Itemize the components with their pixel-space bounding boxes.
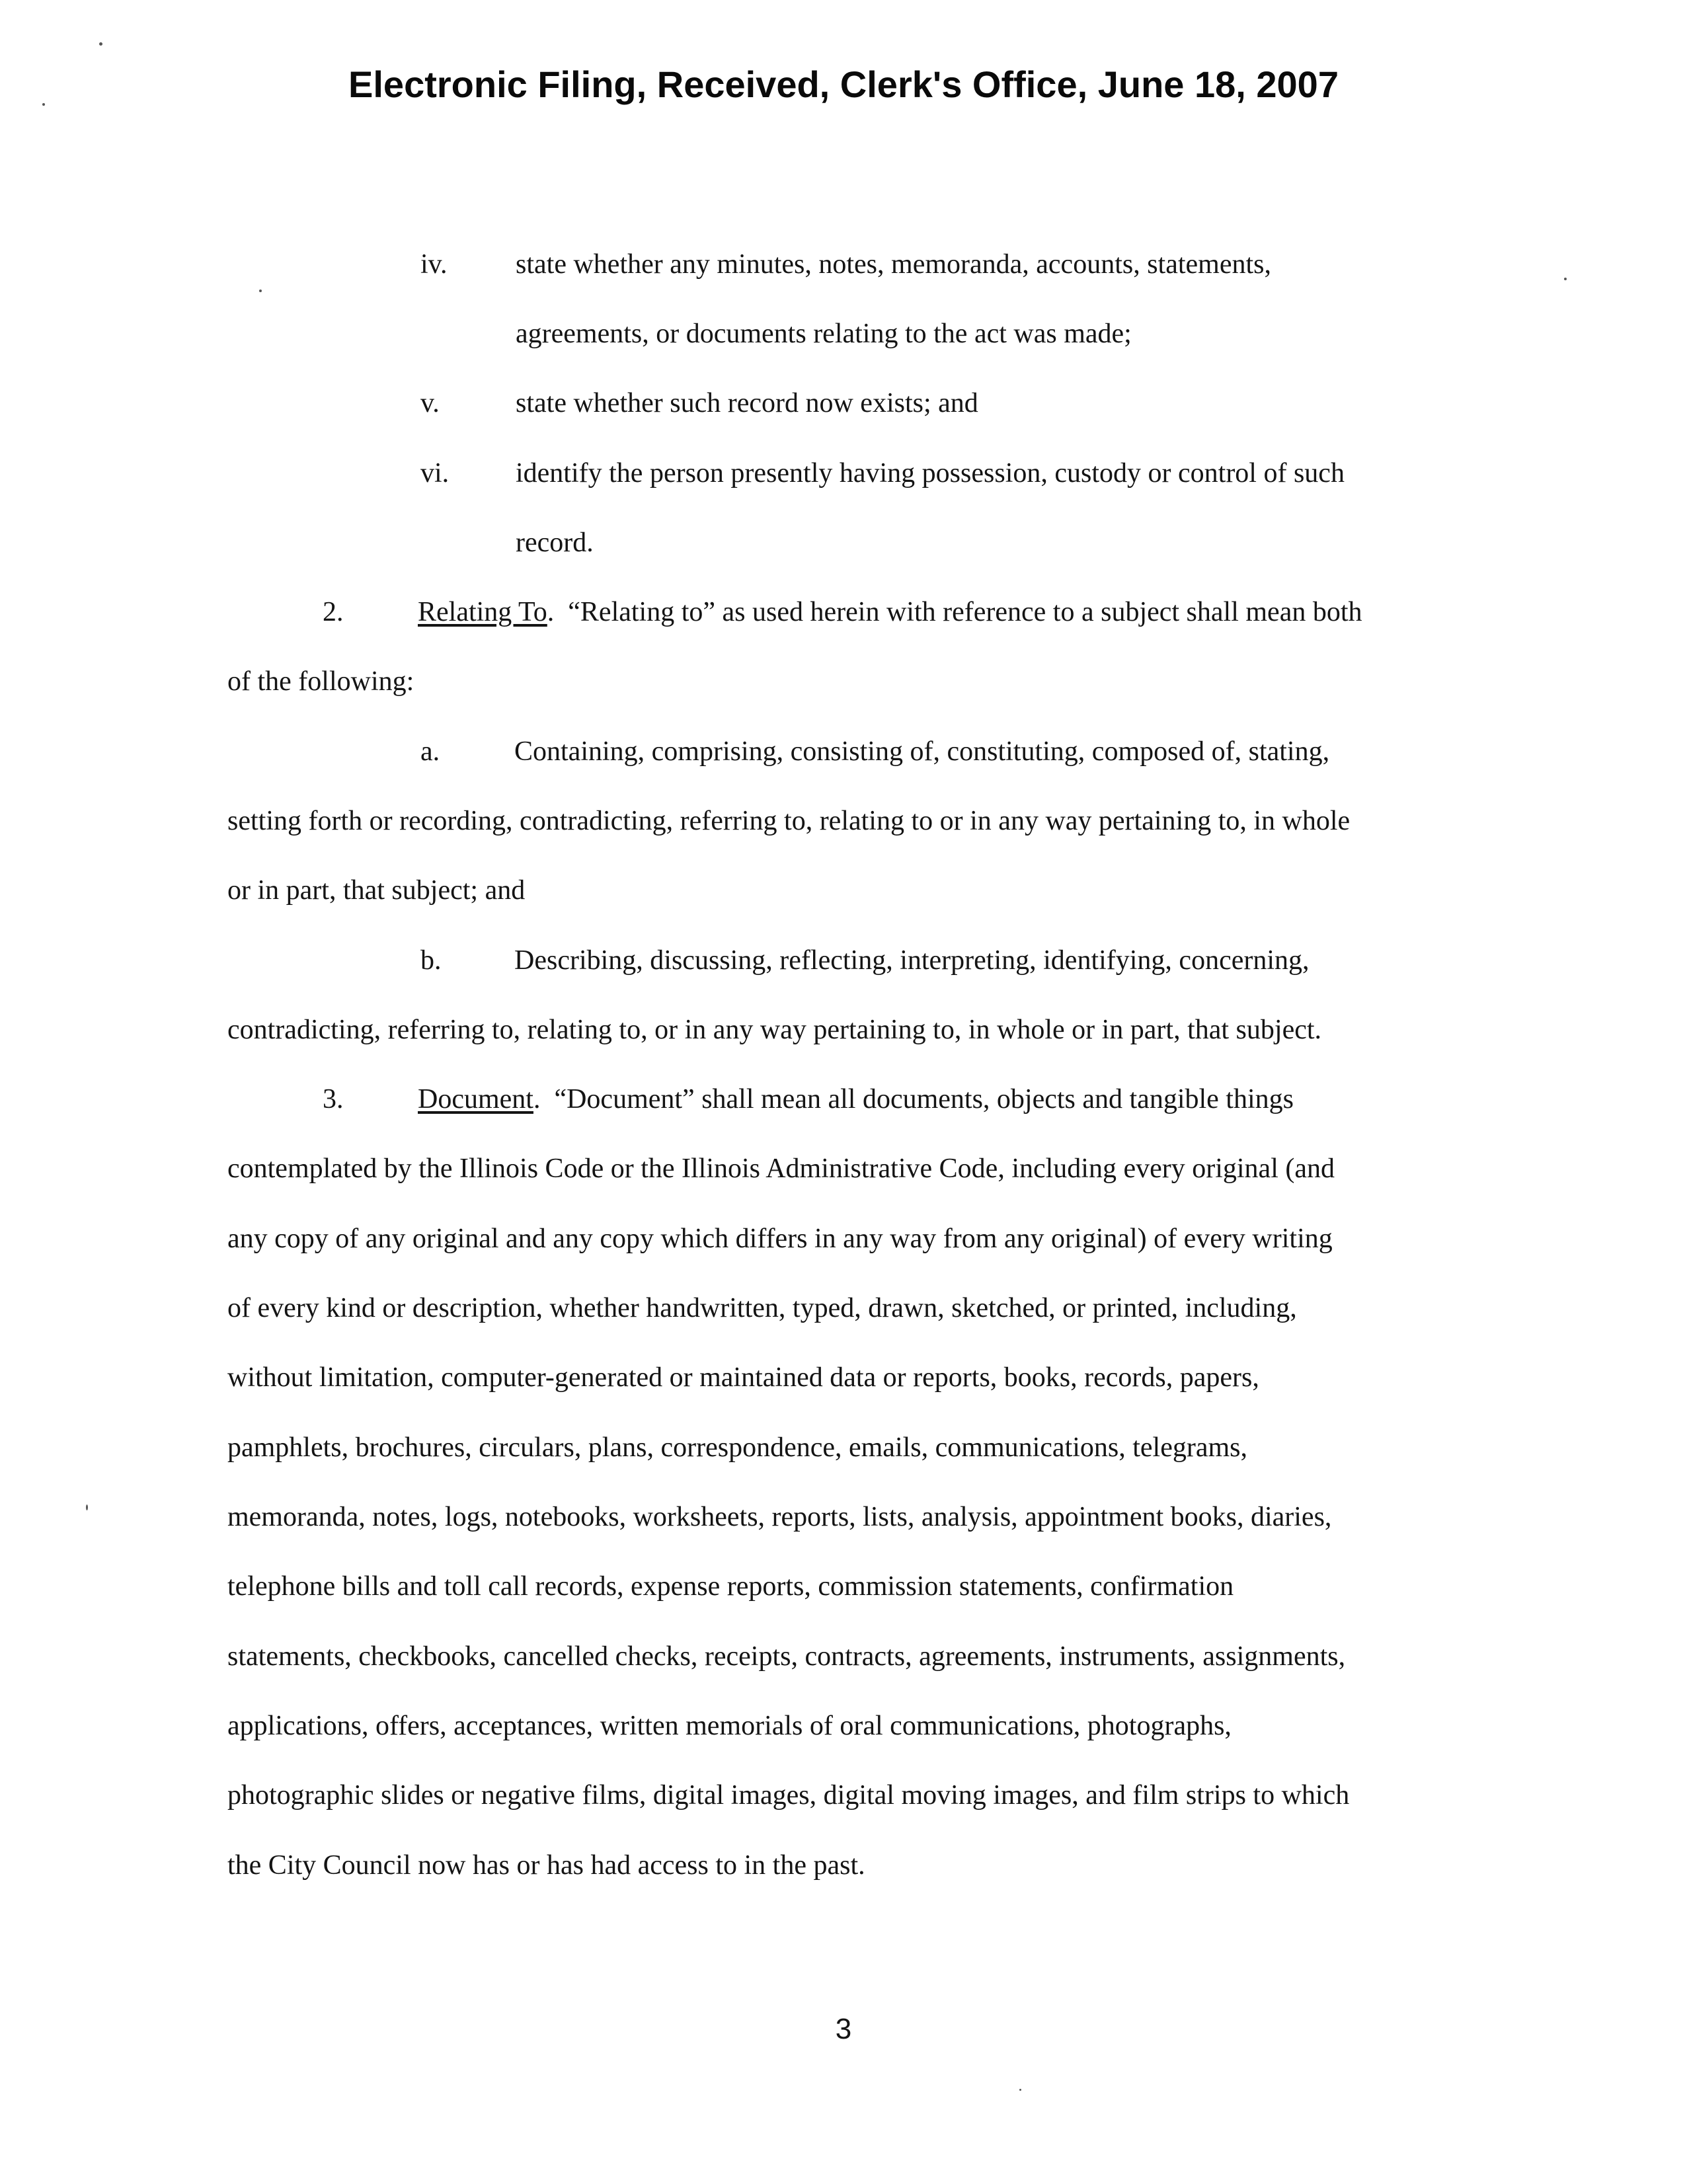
section-heading: Document [418,1084,533,1114]
scan-speck [86,1504,88,1510]
sub-item-text: Describing, discussing, reflecting, interpreting, identifying, concerning, [514,945,1310,976]
definition-text: “Document” shall mean all documents, objects and tangible things [554,1084,1294,1114]
paragraph-line: memoranda, notes, logs, notebooks, worksheets, reports, lists, analysis, appointment books, diaries, [227,1502,1332,1532]
heading-period: . [533,1084,541,1114]
scan-speck [259,290,262,292]
paragraph-line: statements, checkbooks, cancelled checks, receipts, contracts, agreements, instruments, assignments, [227,1641,1346,1672]
list-item-text: identify the person presently having possession, custody or control of such [516,458,1345,488]
scan-speck [1564,278,1567,280]
paragraph-line: of every kind or description, whether handwritten, typed, drawn, sketched, or printed, including, [227,1293,1297,1323]
sub-item-text: or in part, that subject; and [227,875,526,906]
definition-text: “Relating to” as used herein with reference to a subject shall mean both [568,597,1362,627]
heading-period: . [547,597,555,627]
scan-speck [1019,2089,1021,2091]
paragraph-line: contemplated by the Illinois Code or the Illinois Administrative Code, including every original (and [227,1153,1335,1184]
sub-item-text: setting forth or recording, contradicting, referring to, relating to or in any way pertaining to, in whole [227,806,1351,836]
list-item-text: record. [516,527,594,558]
paragraph-line: pamphlets, brochures, circulars, plans, correspondence, emails, communications, telegrams, [227,1432,1248,1463]
page-number: 3 [835,2013,852,2045]
paragraph-line: photographic slides or negative films, digital images, digital moving images, and film strips to which [227,1780,1350,1811]
sub-item-text: Containing, comprising, consisting of, constituting, composed of, stating, [514,736,1330,767]
section-2-first-line [418,592,1362,632]
filing-stamp-header: Electronic Filing, Received, Clerk's Office, June 18, 2007 [348,63,1339,105]
list-marker: v. [420,388,440,418]
sub-marker: a. [420,736,440,767]
paragraph-line: without limitation, computer-generated or maintained data or reports, books, records, papers, [227,1362,1259,1393]
paragraph-line: telephone bills and toll call records, expense reports, commission statements, confirmation [227,1571,1234,1602]
scan-speck [99,42,102,46]
list-marker: vi. [420,458,450,488]
sub-marker: b. [420,945,442,976]
definition-text: of the following: [227,666,414,697]
section-heading: Relating To [418,597,547,627]
section-number: 3. [323,1084,344,1114]
list-item-text: state whether any minutes, notes, memoranda, accounts, statements, [516,249,1272,280]
sub-item-text: contradicting, referring to, relating to, or in any way pertaining to, in whole or in part, that subject. [227,1015,1322,1045]
paragraph-line: applications, offers, acceptances, written memorials of oral communications, photographs, [227,1711,1232,1741]
list-item-text: agreements, or documents relating to the act was made; [516,319,1132,349]
paragraph-line: the City Council now has or has had access to in the past. [227,1850,865,1881]
section-3-first-line [418,1079,1294,1119]
scan-speck [42,103,45,106]
list-item-text: state whether such record now exists; and [516,388,978,418]
list-marker: iv. [420,249,448,280]
section-number: 2. [323,597,344,627]
paragraph-line: any copy of any original and any copy which differs in any way from any original) of every writing [227,1224,1333,1254]
